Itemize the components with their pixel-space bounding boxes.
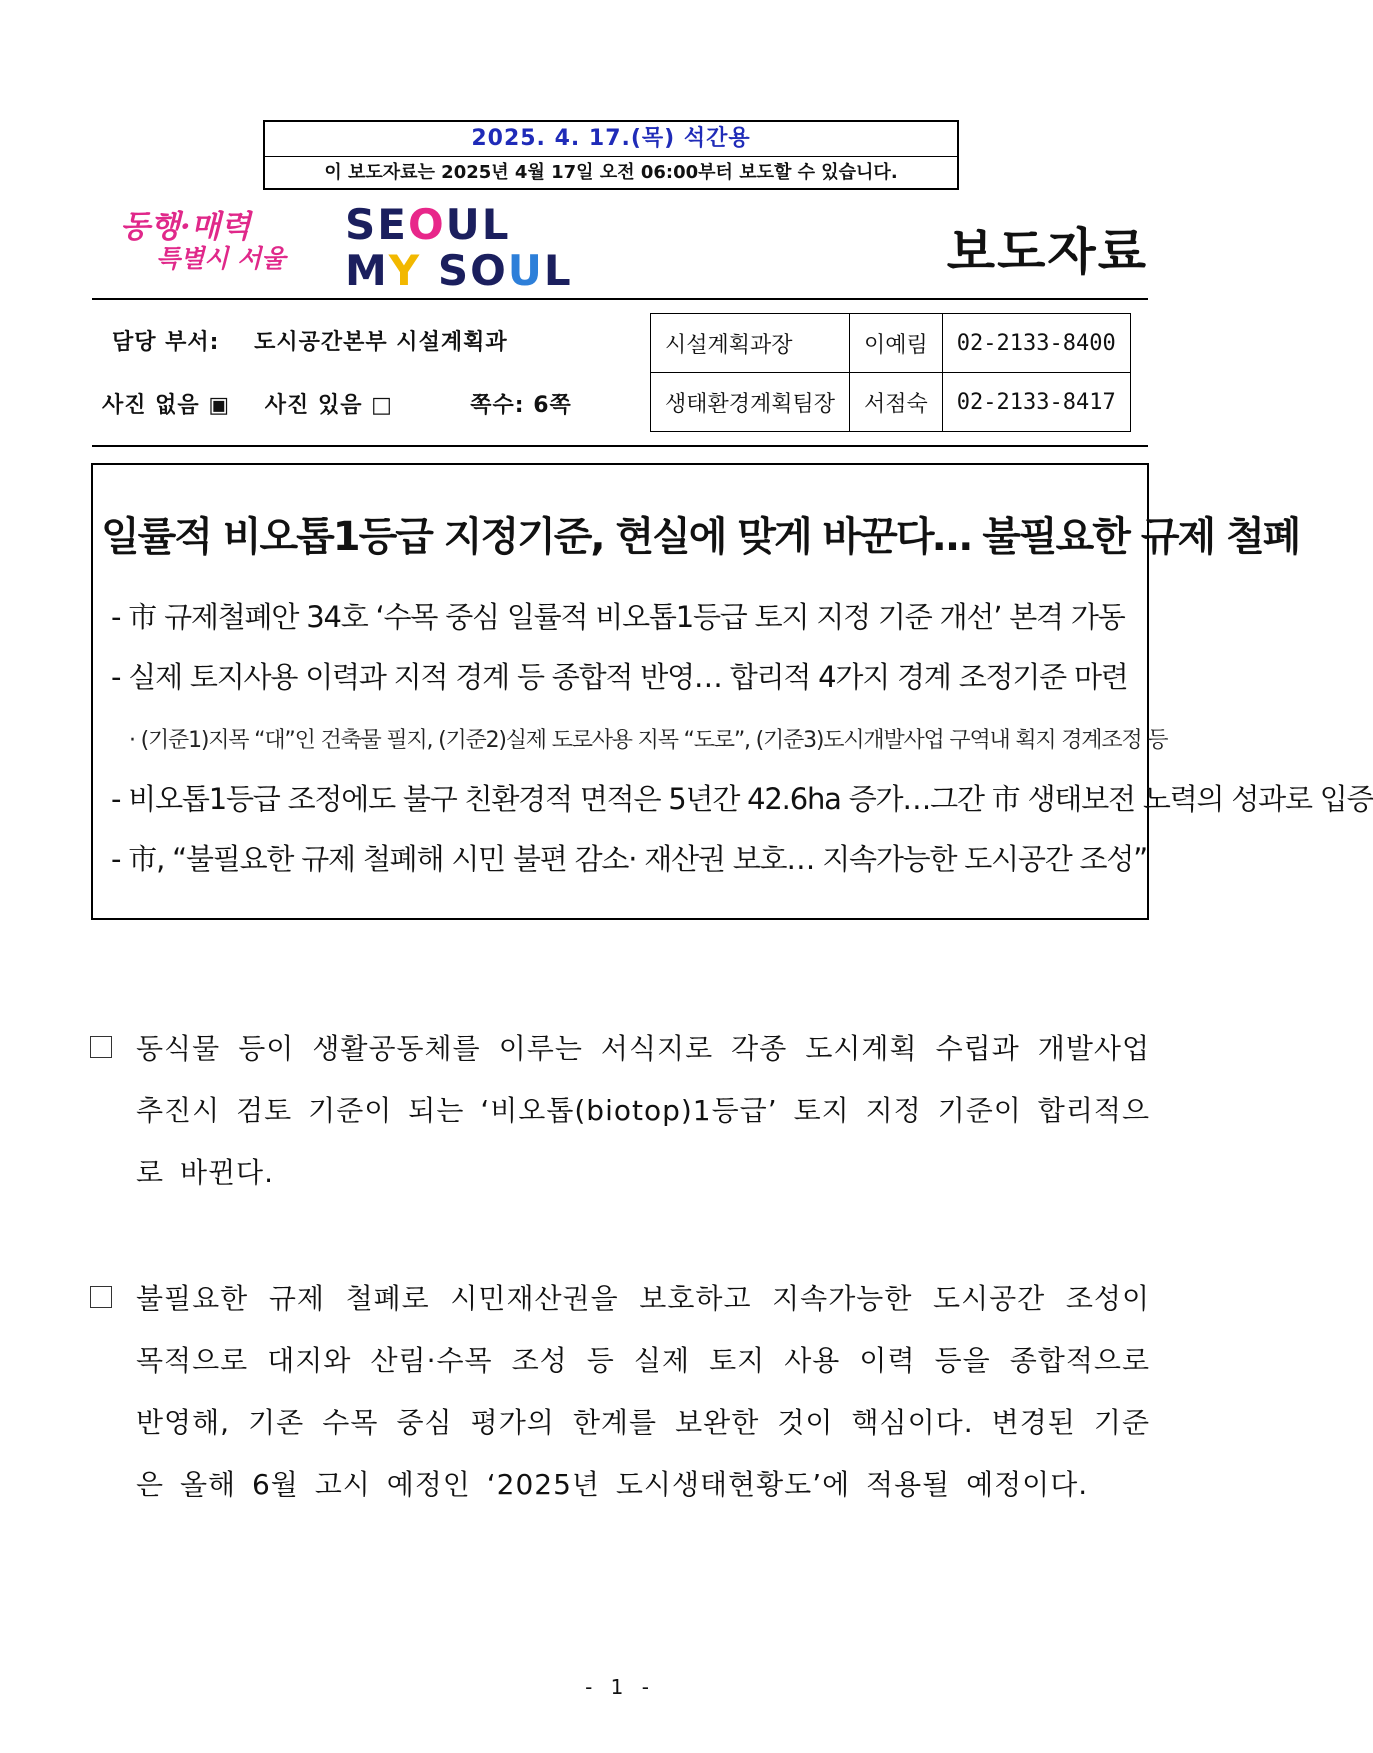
document-type-title: 보도자료 xyxy=(946,223,1148,281)
logo-seoul-word: SEOUL xyxy=(345,200,511,249)
seoul-my-soul-logo xyxy=(345,202,573,294)
subhead: - 市, “불필요한 규제 철폐해 시민 불편 감소· 재산권 보호… 지속가능한 도시공간 조성” xyxy=(111,842,1148,876)
department-info xyxy=(112,325,508,356)
subhead: - 市 규제철폐안 34호 ‘수목 중심 일률적 비오톱1등급 토지 지정 기준 개선’ 본격 가동 xyxy=(111,600,1125,634)
subhead-detail: · (기준1)지목 “대”인 건축물 필지, (기준2)실제 도로사용 지목 “도로”, (기준3)도시개발사업 구역내 획지 경계조정 등 xyxy=(129,728,1168,753)
pages-label: 쪽수: xyxy=(470,393,525,418)
header-bottom-rule xyxy=(92,445,1148,447)
checkbox-bullet-icon xyxy=(90,1286,112,1308)
dept-label: 담당 부서: xyxy=(112,330,220,355)
release-date: 2025. 4. 17.(목) 석간용 xyxy=(265,122,957,157)
page-number: - 1 - xyxy=(585,1675,655,1699)
paragraph-text: 불필요한 규제 철폐로 시민재산권을 보호하고 지속가능한 도시공간 조성이 목적으로 대지와 산림·수목 조성 등 실제 토지 사용 이력 등을 종합적으로 반영해, 기존 수목 중심 평가의 한계를 보완한 것이 핵심이다. 변경된 기준은 올해 6월 고시 예정인 ‘2025년 도시생태현황도’에 적용될 예정이다. xyxy=(136,1282,1150,1501)
paragraph-text: 동식물 등이 생활공동체를 이루는 서식지로 각종 도시계획 수립과 개발사업 추진시 검토 기준이 되는 ‘비오톱(biotop)1등급’ 토지 지정 기준이 합리적으로 바뀐다. xyxy=(136,1032,1150,1189)
headline: 일률적 비오톱1등급 지정기준, 현실에 맞게 바꾼다… 불필요한 규제 철폐 xyxy=(101,514,1300,560)
checkbox-bullet-icon xyxy=(90,1036,112,1058)
contact-row xyxy=(651,314,1131,373)
contact-row xyxy=(651,373,1131,432)
subhead: - 실제 토지사용 이력과 지적 경계 등 종합적 반영… 합리적 4가지 경계 조정기준 마련 xyxy=(111,660,1128,694)
contact-phone: 02-2133-8400 xyxy=(942,314,1130,373)
contact-role: 시설계획과장 xyxy=(651,314,850,373)
subhead: - 비오톱1등급 조정에도 불구 친환경적 면적은 5년간 42.6ha 증가…그간 市 생태보전 노력의 성과로 입증 xyxy=(111,782,1373,816)
contacts-table xyxy=(650,313,1131,432)
has-photo-label: 사진 있음 xyxy=(264,393,363,418)
contact-name: 이예림 xyxy=(850,314,943,373)
body-paragraph xyxy=(90,1018,1150,1204)
top-rule xyxy=(92,298,1148,300)
embargo-note: 이 보도자료는 2025년 4월 17일 오전 06:00부터 보도할 수 있습니다. xyxy=(324,162,898,183)
no-photo-checkbox-icon: ▣ xyxy=(208,393,231,418)
contact-phone: 02-2133-8417 xyxy=(942,373,1130,432)
slogan-line2: 특별시 서울 xyxy=(156,244,286,273)
logo-mysoul-word: MY SOUL xyxy=(345,246,573,295)
pages-value: 6쪽 xyxy=(533,393,572,418)
slogan-line1: 동행·매력 xyxy=(120,209,251,245)
contact-role: 생태환경계획팀장 xyxy=(651,373,850,432)
embargo-box xyxy=(263,120,959,190)
body-paragraph xyxy=(90,1268,1150,1516)
contact-name: 서점숙 xyxy=(850,373,943,432)
dept-value: 도시공간본부 시설계획과 xyxy=(254,330,508,355)
photo-info xyxy=(102,388,572,419)
slogan-logo xyxy=(120,210,310,274)
has-photo-checkbox-icon: □ xyxy=(371,393,393,418)
no-photo-label: 사진 없음 xyxy=(102,393,200,418)
headline-box xyxy=(91,463,1373,920)
